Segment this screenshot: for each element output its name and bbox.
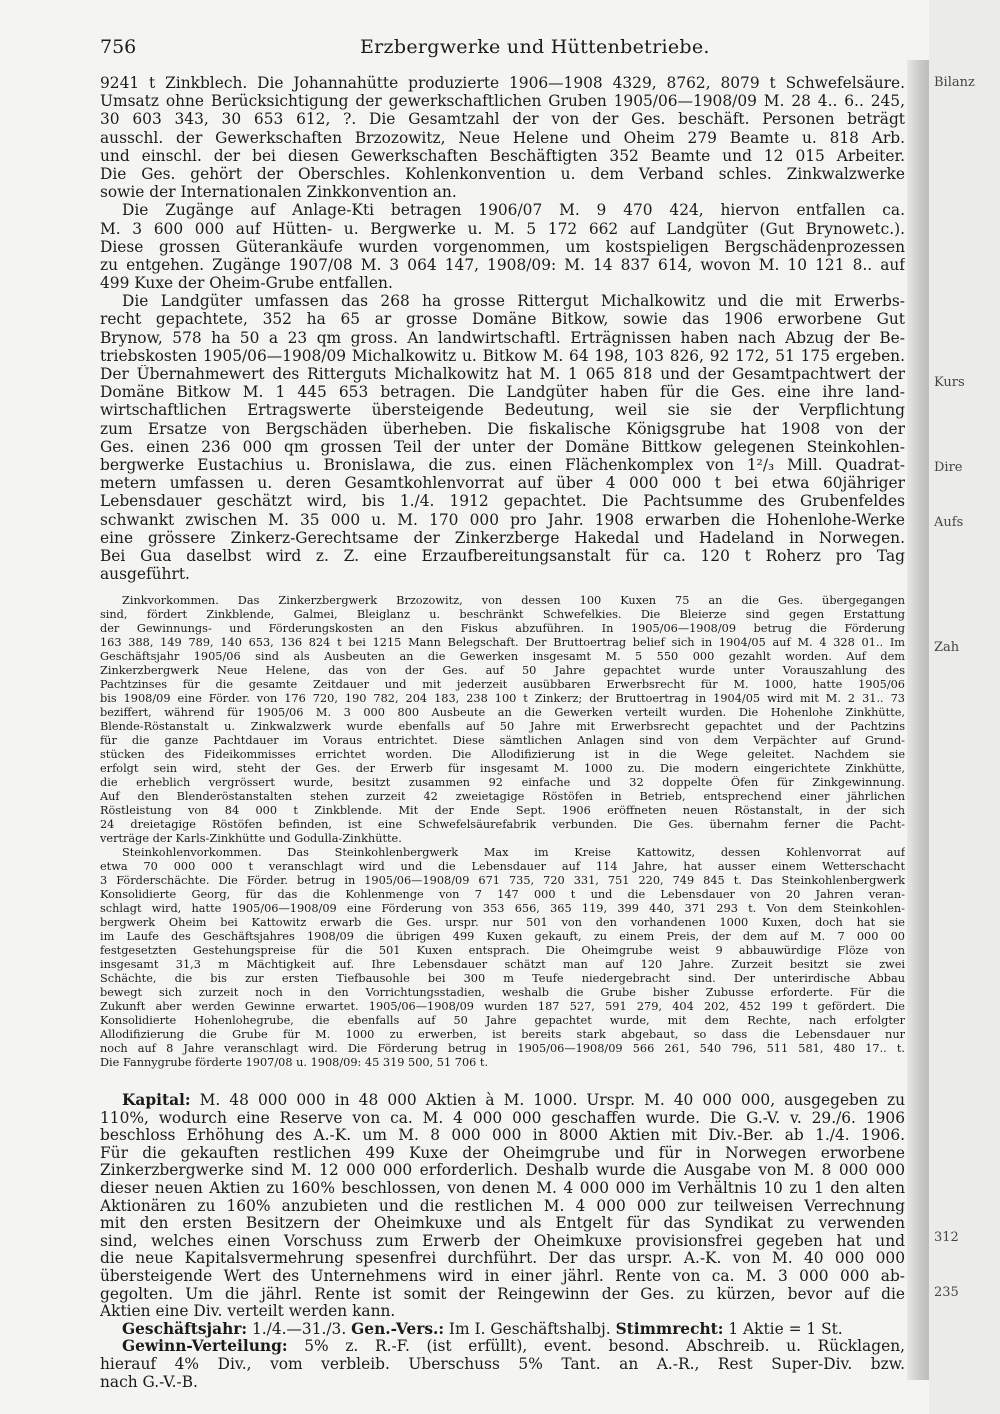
- text-line: 499 Kuxe der Oheim-Grube entfallen.: [100, 274, 393, 293]
- text-line: 9241 t Zinkblech. Die Johannahütte produzierte 1906—1908 4329, 8762, 8079 t Schwefelsäure.: [100, 74, 905, 92]
- text-line: Blende-Röstanstalt u. Zinkwalzwerk wurde ebenfalls auf 50 Jahre mit Erwerbsrecht gepachtet und der Pachtzins: [100, 720, 905, 733]
- text-line: Diese grossen Güterankäufe wurden vorgenommen, um kostspieligen Bergschädenprozessen: [100, 237, 905, 256]
- text-line: dieser neuen Aktien zu 160% beschlossen, von denen M. 4 000 000 im Verhältnis 10 zu 1 den alten: [100, 1179, 905, 1197]
- text-line: bergwerke Eustachius u. Bronislawa, die zus. einen Flächenkomplex von 1²/₃ Mill. Quadrat-: [100, 455, 905, 474]
- text-line: Auf den Blenderöstanstalten stehen zurzeit 42 zweietagige Röstöfen in Betrieb, entsprechend einer jährlichen: [100, 790, 905, 803]
- text-line: M. 3 600 000 auf Hütten- u. Bergwerke u. M. 5 172 662 auf Landgüter (Gut Brynowetc.).: [100, 219, 905, 238]
- text-line: Der Übernahmewert des Ritterguts Michalkowitz hat M. 1 065 818 und der Gesamtpachtwert der: [100, 365, 905, 383]
- text-line: Geschäftsjahr: 1./4.—31./3. Gen.-Vers.: Im I. Geschäftshalbj. Stimmrecht: 1 Aktie = 1 St.: [122, 1320, 843, 1338]
- text-line: Die Ges. gehört der Oberschles. Kohlenkonvention u. dem Verband schles. Zinkwalzwerke: [100, 164, 905, 183]
- text-line: verträge der Karls-Zinkhütte und Godulla-Zinkhütte.: [100, 832, 402, 845]
- text-line: hierauf 4% Div., vom verbleib. Überschuss 5% Tant. an A.-R., Rest Super-Div. bzw.: [100, 1355, 905, 1373]
- text-line: erfolgt sein wird, steht der Ges. der Erwerb für insgesamt M. 1000 zu. Die modern eingerichtete Zinkhütte,: [100, 762, 905, 775]
- text-line: Röstleistung von 84 000 t Zinkblende. Mit der Ende Sept. 1906 eröffneten neuen Röstanstalt, in der sich: [100, 804, 905, 817]
- text-line: Zinkerzbergwerke sind M. 12 000 000 erforderlich. Deshalb wurde die Ausgabe von M. 8 000 000: [100, 1162, 905, 1180]
- page-number: 756: [100, 36, 137, 58]
- text-line: recht gepachtete, 352 ha 65 ar grosse Domäne Bitkow, sowie das 1906 erworbene Gut: [100, 310, 905, 329]
- text-line: Konsolidierte Georg, für das die Kohlenmenge von 7 147 000 t und die Lebensdauer von 20 Jahren veran-: [100, 888, 905, 901]
- text-line: Brynow, 578 ha 50 a 23 qm gross. An landwirtschaftl. Erträgnissen haben nach Abzug der Be-: [100, 328, 905, 347]
- text-line: nach G.-V.-B.: [100, 1373, 198, 1391]
- text-line: Zinkvorkommen. Das Zinkerzbergwerk Brzozowitz, von dessen 100 Kuxen 75 an die Ges. übergegangen: [122, 594, 905, 607]
- neighbor-fragment: Zah: [934, 640, 960, 655]
- text-line: Aktionären zu 160% anzubieten und die restlichen M. 4 000 000 zur teilweisen Verrechnung: [100, 1197, 905, 1215]
- text-line: wirtschaftlichen Ertragswerte übersteigende Bedeutung, weil sie sie der Verpflichtung: [100, 401, 905, 420]
- text-line: metern umfassen u. deren Gesamtkohlenvorrat auf über 4 000 000 t bei etwa 60jähriger: [100, 474, 905, 493]
- text-line: 24 dreietagige Röstöfen befinden, ist eine Schwefelsäurefabrik verbunden. Die Ges. übernahm ferner die Pacht-: [100, 818, 905, 831]
- text-line: 163 388, 149 789, 140 653, 136 824 t bei 1215 Mann Belegschaft. Der Bruttoertrag belief sich in 1904/05 auf M. 4 328 01.. Im: [100, 636, 905, 649]
- text-line: zum Ersatze von Bergschäden überheben. Die fiskalische Königsgrube hat 1908 von der: [100, 419, 905, 438]
- text-line: Allodifizierung die Grube für M. 1000 zu erwerben, ist bereits stark abgebaut, so dass die Lebensdauer nur: [100, 1028, 905, 1041]
- running-title: Erzbergwerke und Hüttenbetriebe.: [360, 36, 710, 58]
- neighbor-fragment: Dire: [934, 460, 963, 475]
- text-line: bis 1908/09 eine Förder. von 176 720, 190 782, 204 183, 238 100 t Zinkerz; der Bruttoertrag in 1904/05 wird mit M. 2 31.. 73: [100, 692, 905, 705]
- text-line: Lebensdauer geschätzt wird, bis 1./4. 1912 gepachtet. Die Pachtsumme des Grubenfeldes: [100, 492, 905, 511]
- text-line: Aktien eine Div. verteilt werden kann.: [100, 1303, 396, 1321]
- text-line: bergwerk Oheim bei Kattowitz erwarb die Ges. urspr. nur 501 von den vorhandenen 1000 Kuxen, doch hat sie: [100, 916, 905, 929]
- text-line: bewegt sich zurzeit noch in den Vorrichtungsstadien, weshalb die Grube bisher Zubusse erforderte. Für die: [100, 986, 905, 999]
- text-line: der Gewinnungs- und Förderungskosten an den Fiskus abzuführen. In 1905/06—1908/09 betrug die Förderung: [100, 622, 905, 635]
- text-line: übersteigende Wert des Unternehmens wird in einer jährl. Rente von ca. M. 3 000 000 ab-: [100, 1267, 905, 1285]
- text-line: Zukunft aber werden Gewinne erwartet. 1905/06—1908/09 wurden 187 527, 591 279, 404 202, 452 199 t gefördert. Die: [100, 1000, 905, 1013]
- text-line: Gewinn-Verteilung: 5% z. R.-F. (ist erfüllt), event. besond. Abschreib. u. Rücklagen,: [122, 1338, 905, 1356]
- text-line: mit den ersten Besitzern der Oheimkuxe und als Entgelt für das Syndikat zu verwenden: [100, 1215, 905, 1233]
- main-text-bottom: [100, 1092, 905, 1391]
- text-line: Die Zugänge auf Anlage-Kti betragen 1906/07 M. 9 470 424, hiervon entfallen ca.: [122, 201, 905, 220]
- text-line: Geschäftsjahr 1905/06 sind als Ausbeuten an die Gewerken insgesamt M. 5 550 000 gezahlt worden. Auf dem: [100, 650, 905, 663]
- text-line: etwa 70 000 000 t veranschlagt wird und die Lebensdauer auf 114 Jahre, hat ausser einem Wetterschacht: [100, 860, 905, 873]
- text-line: noch auf 8 Jahre veranschlagt wird. Die Förderung betrug in 1905/06—1908/09 566 261, 540 796, 511 581, 480 17.. t.: [100, 1042, 905, 1055]
- text-line: und einschl. der bei diesen Gewerkschaften Beschäftigten 352 Beamte und 12 015 Arbeiter.: [100, 146, 905, 165]
- text-line: im Laufe des Geschäftsjahres 1908/09 die übrigen 499 Kuxen gekauft, zu einem Preis, der dem auf M. 7 000 00: [100, 930, 905, 943]
- neighbor-fragment: Aufs: [934, 515, 964, 530]
- neighbor-page-edge: [929, 0, 1000, 1414]
- text-line: die erheblich vergrössert wurde, besitzt zusammen 92 einfache und 32 doppelte Öfen für Zinkgewinnung.: [100, 776, 905, 789]
- text-line: festgesetzten Gestehungspreise für die 501 Kuxen entsprach. Die Oheimgrube weist 9 abbauwürdige Flöze von: [100, 944, 905, 957]
- text-line: Die Landgüter umfassen das 268 ha grosse Rittergut Michalkowitz und die mit Erwerbs-: [122, 292, 905, 311]
- text-line: gegolten. Um die jährl. Rente ist somit der Reingewinn der Ges. zu kürzen, bevor auf die: [100, 1285, 905, 1303]
- text-line: beziffert, während für 1905/06 M. 3 000 800 Ausbeute an die Gewerken verteilt wurden. Die Hohenlohe Zinkhütte,: [100, 706, 905, 719]
- page-gutter: [907, 60, 929, 1380]
- text-line: Die Fannygrube förderte 1907/08 u. 1908/09: 45 319 500, 51 706 t.: [100, 1056, 489, 1069]
- neighbor-fragment: Bilanz: [934, 75, 975, 90]
- text-line: für die ganze Pachtdauer im Voraus entrichtet. Diese sämtlichen Anlagen sind von dem Verpächter auf Grund-: [100, 734, 905, 747]
- text-line: Pachtzinses für die gesamte Zeitdauer und mit jederzeit ausübbaren Erwerbsrecht für M. 1000, hatte 1905/06: [100, 678, 905, 691]
- text-line: triebskosten 1905/06—1908/09 Michalkowitz u. Bitkow M. 64 198, 103 826, 92 172, 51 175 ergeben.: [100, 346, 905, 365]
- text-line: eine grössere Zinkerz-Gerechtsame der Zinkerzberge Hakedal und Hadeland in Norwegen.: [100, 528, 905, 547]
- text-line: Bei Gua daselbst wird z. Z. eine Erzaufbereitungsanstalt für ca. 120 t Roherz pro Tag: [100, 546, 905, 565]
- text-line: Umsatz ohne Berücksichtigung der gewerkschaftlichen Gruben 1905/06—1908/09 M. 28 4.. 6.. 245,: [100, 92, 905, 111]
- footnote-small-print: [100, 594, 905, 1070]
- text-line: ausschl. der Gewerkschaften Brzozowitz, Neue Helene und Oheim 279 Beamte u. 818 Arb.: [100, 128, 905, 147]
- text-line: Domäne Bitkow M. 1 445 653 betragen. Die Landgüter haben für die Ges. eine ihre land-: [100, 383, 905, 402]
- text-line: Kapital: M. 48 000 000 in 48 000 Aktien à M. 1000. Urspr. M. 40 000 000, ausgegeben zu: [122, 1092, 905, 1109]
- text-line: Für die gekauften restlichen 499 Kuxe der Oheimgrube und für in Norwegen erworbene: [100, 1144, 905, 1162]
- page-header: [100, 36, 920, 60]
- text-line: ausgeführt.: [100, 565, 190, 584]
- neighbor-fragment: 312: [934, 1230, 959, 1245]
- text-line: sind, welches einen Vorschuss zum Erwerb der Oheimkuxe provisionsfrei gegeben hat und: [100, 1232, 905, 1250]
- text-line: 110%, wodurch eine Reserve von ca. M. 4 000 000 geschaffen wurde. Die G.-V. v. 29./6. 1906: [100, 1109, 905, 1127]
- text-line: die neue Kapitalsvermehrung spesenfrei durchführt. Der das urspr. A.-K. von M. 40 000 000: [100, 1250, 905, 1268]
- text-line: Schächte, die bis zur ersten Tiefbausohle bei 300 m Teufe niedergebracht sind. Der unterirdische Abbau: [100, 972, 905, 985]
- text-line: schwankt zwischen M. 35 000 u. M. 170 000 pro Jahr. 1908 erwarben die Hohenlohe-Werke: [100, 510, 905, 529]
- text-line: sind, fördert Zinkblende, Galmei, Bleiglanz u. beschränkt Schwefelkies. Die Bleierze sind gegen Erstattung: [100, 608, 905, 621]
- text-line: Ges. einen 236 000 qm grossen Teil der unter der Domäne Bittkow gelegenen Steinkohlen-: [100, 437, 905, 456]
- text-line: Konsolidierte Hohenlohegrube, die ebenfalls auf 50 Jahre gepachtet wurde, mit dem Rechte, nach erfolgter: [100, 1014, 905, 1027]
- text-line: insgesamt 31,3 m Mächtigkeit auf. Ihre Lebensdauer schätzt man auf 120 Jahre. Zurzeit besitzt sie zwei: [100, 958, 905, 971]
- neighbor-fragment: 235: [934, 1285, 959, 1300]
- text-line: Steinkohlenvorkommen. Das Steinkohlenbergwerk Max im Kreise Kattowitz, dessen Kohlenvorrat auf: [122, 846, 905, 859]
- text-line: 3 Förderschächte. Die Förder. betrug in 1905/06—1908/09 671 735, 720 331, 751 220, 749 845 t. Das Steinkohlenbergwerk: [100, 874, 905, 887]
- text-line: sowie der Internationalen Zinkkonvention an.: [100, 183, 457, 202]
- main-text-top: [100, 74, 905, 583]
- text-line: 30 603 343, 30 653 612, ?. Die Gesamtzahl der von der Ges. beschäft. Personen beträgt: [100, 110, 905, 129]
- text-line: schlagt wird, hatte 1905/06—1908/09 eine Förderung von 353 656, 365 119, 399 440, 371 293 t. Von dem Steinkohlen-: [100, 902, 905, 915]
- text-line: zu entgehen. Zugänge 1907/08 M. 3 064 147, 1908/09: M. 14 837 614, wovon M. 10 121 8.. auf: [100, 255, 905, 274]
- neighbor-fragment: Kurs: [934, 375, 965, 390]
- text-line: beschloss Erhöhung des A.-K. um M. 8 000 000 in 8000 Aktien mit Div.-Ber. ab 1./4. 1906.: [100, 1127, 905, 1145]
- text-line: Zinkerzbergwerk Neue Helene, das von der Ges. auf 50 Jahre gepachtet wurde unter Vorauszahlung des: [100, 664, 905, 677]
- text-line: stücken des Fideikommisses errichtet worden. Die Allodifizierung ist in die Wege geleitet. Nachdem sie: [100, 748, 905, 761]
